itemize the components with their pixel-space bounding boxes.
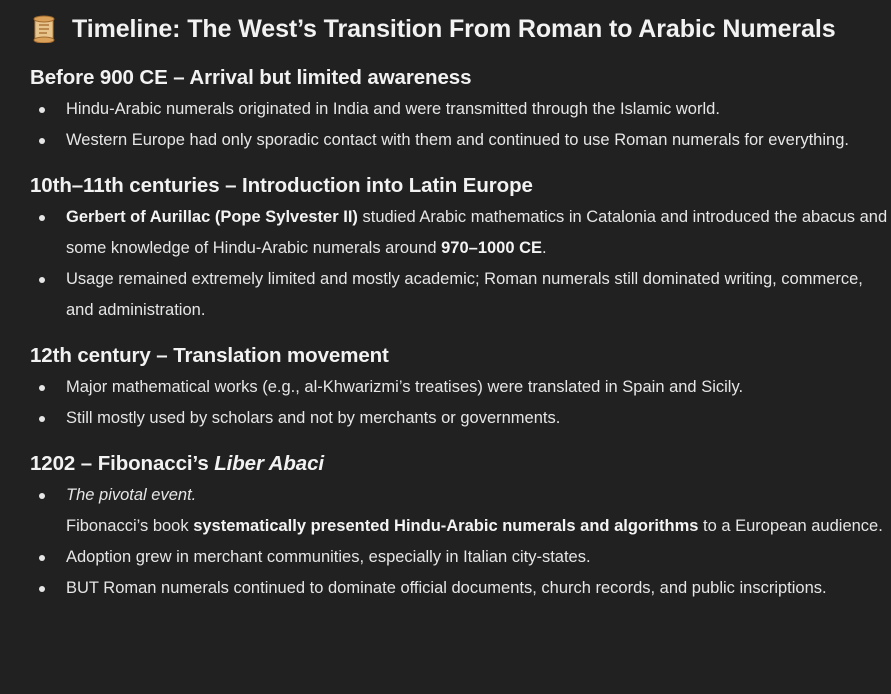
section-heading xyxy=(30,450,888,478)
list-item-text: Western Europe had only sporadic contact with them and continued to use Roman numerals for everything. xyxy=(66,131,849,149)
list-item xyxy=(30,372,888,403)
list-item-text: BUT Roman numerals continued to dominate official documents, church records, and public inscriptions. xyxy=(66,579,827,597)
bullet-list xyxy=(30,480,888,604)
list-item-text: to a European audience. xyxy=(698,517,883,535)
list-item xyxy=(30,125,888,156)
bullet-list xyxy=(30,372,888,434)
response-content xyxy=(30,10,888,604)
section-heading-text: 1202 – Fibonacci’s xyxy=(30,452,215,475)
list-item-text: Usage remained extremely limited and mostly academic; Roman numerals still dominated writing, commerce, and administration. xyxy=(66,270,863,319)
bullet-list xyxy=(30,94,888,156)
bold-text: systematically presented Hindu-Arabic numerals and algorithms xyxy=(193,517,699,535)
section-10th-11th-centuries xyxy=(30,172,888,326)
list-item xyxy=(30,94,888,125)
section-heading: 12th century – Translation movement xyxy=(30,344,389,367)
list-item-text: Major mathematical works (e.g., al-Khwarizmi’s treatises) were translated in Spain and Sicily. xyxy=(66,378,744,396)
book-title: Liber Abaci xyxy=(214,452,324,475)
list-item-text: Hindu-Arabic numerals originated in India and were transmitted through the Islamic world. xyxy=(66,100,720,118)
bullet-list xyxy=(30,202,888,326)
bold-text: Gerbert of Aurillac (Pope Sylvester II) xyxy=(66,208,358,226)
section-before-900 xyxy=(30,64,888,156)
list-item xyxy=(30,573,888,604)
section-heading: 10th–11th centuries – Introduction into Latin Europe xyxy=(30,174,533,197)
section-1202-fibonacci xyxy=(30,450,888,604)
list-item xyxy=(30,264,888,326)
list-item xyxy=(30,202,888,264)
page-title-text: Timeline: The West’s Transition From Roman to Arabic Numerals xyxy=(72,14,836,43)
list-item xyxy=(30,542,888,573)
list-item-text: Adoption grew in merchant communities, especially in Italian city-states. xyxy=(66,548,591,566)
list-item-text: Fibonacci’s book xyxy=(66,517,194,535)
bold-text: 970–1000 CE xyxy=(441,239,543,257)
list-item xyxy=(30,403,888,434)
list-item-text: Still mostly used by scholars and not by merchants or governments. xyxy=(66,409,561,427)
italic-text: The pivotal event. xyxy=(66,486,197,504)
scroll-icon xyxy=(32,15,58,43)
section-heading: Before 900 CE – Arrival but limited awareness xyxy=(30,66,472,89)
list-item-text: studied Arabic mathematics in Catalonia and introduced the abacus and some knowledge of Hindu-Arabic numerals around xyxy=(66,208,888,257)
list-item-text: . xyxy=(542,239,547,257)
page-title xyxy=(30,10,888,48)
list-item xyxy=(30,480,888,542)
section-12th-century xyxy=(30,342,888,434)
